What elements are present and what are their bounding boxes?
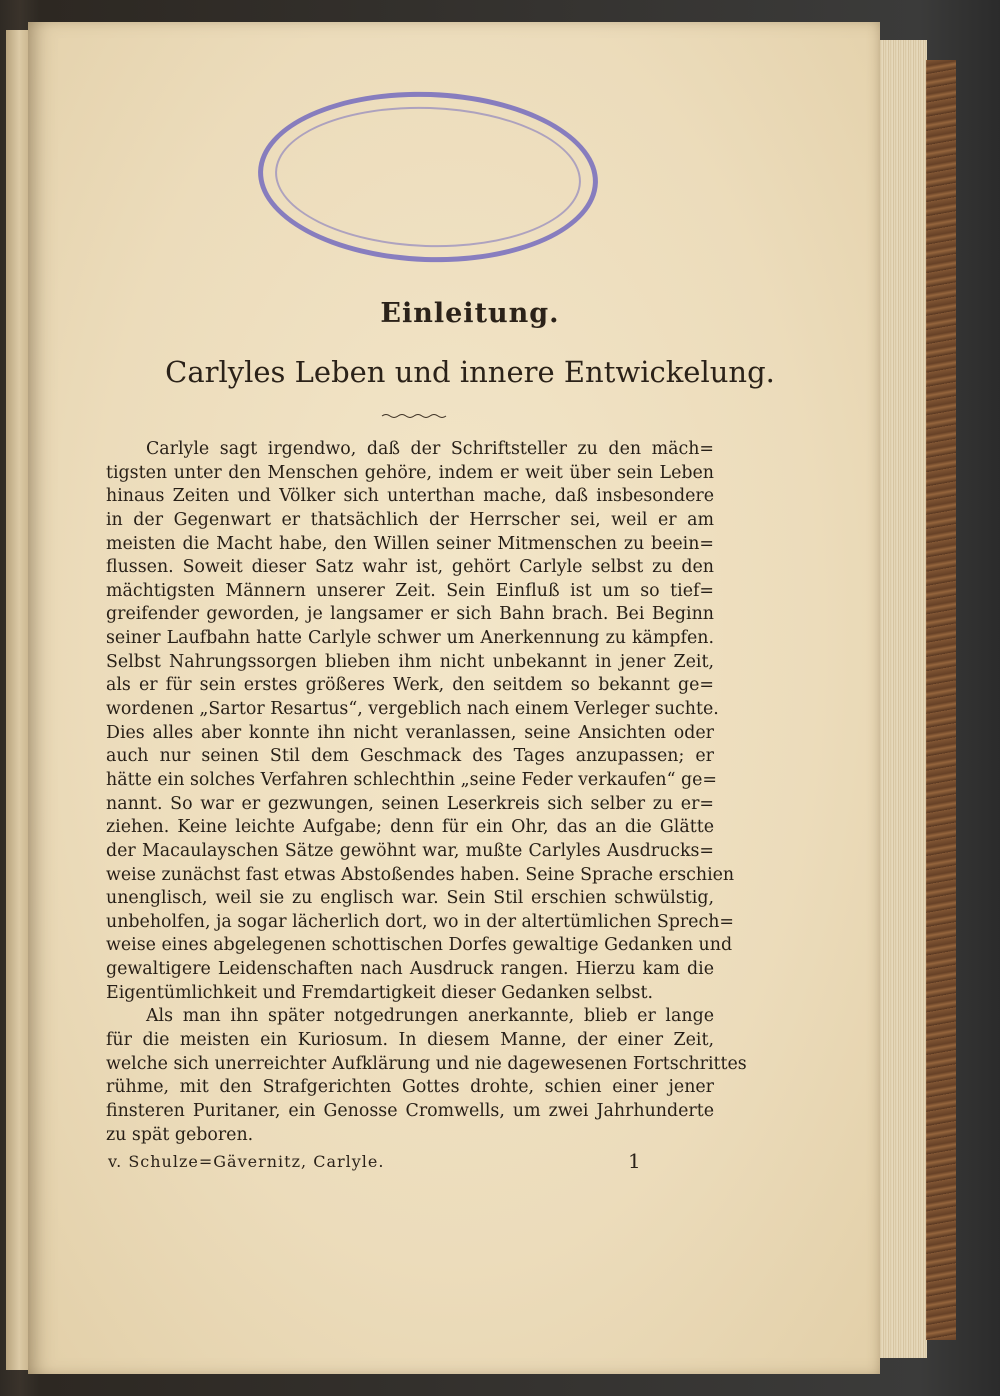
text-line: hinaus Zeiten und Völker sich unterthan mache, daß insbesondere — [106, 486, 714, 507]
text-line: in der Gegenwart er thatsächlich der Herrscher sei, weil er am — [106, 509, 714, 530]
text-line: wordenen „Sartor Resartus“, vergeblich nach einem Verleger suchte. — [106, 699, 719, 720]
page-edges — [878, 40, 927, 1358]
text-line: mächtigsten Männern unserer Zeit. Sein Einfluß ist um so tief= — [106, 580, 714, 601]
text-line: meisten die Macht habe, den Willen seiner Mitmenschen zu beein= — [106, 533, 714, 554]
text-line: finsteren Puritaner, ein Genosse Cromwells, um zwei Jahrhunderte — [106, 1100, 714, 1121]
text-line: greifender geworden, je langsamer er sich Bahn brach. Bei Beginn — [106, 604, 714, 625]
text-line: gewaltigere Leidenschaften nach Ausdruck rangen. Hierzu kam die — [106, 959, 714, 980]
text-line: rühme, mit den Strafgerichten Gottes drohte, schien einer jener — [106, 1077, 714, 1098]
text-line: Als man ihn später notgedrungen anerkannte, blieb er lange — [146, 1006, 714, 1027]
text-line: flussen. Soweit dieser Satz wahr ist, gehört Carlyle selbst zu den — [106, 557, 714, 578]
text-line: auch nur seinen Stil dem Geschmack des Tages anzupassen; er — [106, 746, 714, 767]
text-line: unbeholfen, ja sogar lächerlich dort, wo in der altertümlichen Sprech= — [106, 911, 734, 932]
text-line: unenglisch, weil sie zu englisch war. Sein Stil erschien schwülstig, — [106, 888, 714, 909]
text-line: weise eines abgelegenen schottischen Dorfes gewaltige Gedanken und — [106, 935, 733, 956]
text-line: Dies alles aber konnte ihn nicht veranlassen, seine Ansichten oder — [106, 722, 714, 743]
text-line: der Macaulayschen Sätze gewöhnt war, mußte Carlyles Ausdrucks= — [106, 840, 714, 861]
text-line: Selbst Nahrungssorgen blieben ihm nicht unbekannt in jener Zeit, — [106, 651, 714, 672]
text-line: Carlyle sagt irgendwo, daß der Schriftsteller zu den mäch= — [146, 439, 714, 459]
text-line: Eigentümlichkeit und Fremdartigkeit dieser Gedanken selbst. — [106, 982, 653, 1003]
text-line: für die meisten ein Kuriosum. In diesem Manne, der einer Zeit, — [106, 1030, 714, 1051]
text-line: welche sich unerreichter Aufklärung und nie dagewesenen Fortschrittes — [106, 1053, 747, 1074]
text-line: ziehen. Keine leichte Aufgabe; denn für ein Ohr, das an die Glätte — [106, 817, 714, 838]
body-text — [106, 438, 747, 1147]
text-line: seiner Laufbahn hatte Carlyle schwer um Anerkennung zu kämpfen. — [106, 628, 714, 649]
text-line: nannt. So war er gezwungen, seinen Leserkreis sich selber zu er= — [106, 793, 714, 814]
text-line: tigsten unter den Menschen gehöre, indem er weit über sein Leben — [106, 462, 714, 483]
text-line: weise zunächst fast etwas Abstoßendes haben. Seine Sprache erschien — [106, 864, 735, 885]
page-number: 1 — [628, 1149, 641, 1173]
text-line: zu spät geboren. — [106, 1124, 254, 1145]
chapter-title: Einleitung. — [380, 298, 560, 329]
footer-signature: v. Schulze=Gävernitz, Carlyle. — [108, 1152, 385, 1171]
left-page-edge — [6, 30, 29, 1370]
marbled-edge — [926, 60, 956, 1340]
chapter-subtitle: Carlyles Leben und innere Entwickelung. — [165, 355, 775, 389]
ornament-divider — [380, 412, 450, 420]
text-line: als er für sein erstes größeres Werk, den seitdem so bekannt ge= — [106, 675, 714, 696]
text-line: hätte ein solches Verfahren schlechthin „seine Feder verkaufen“ ge= — [106, 769, 717, 790]
stamp-inner-ring — [273, 102, 584, 253]
